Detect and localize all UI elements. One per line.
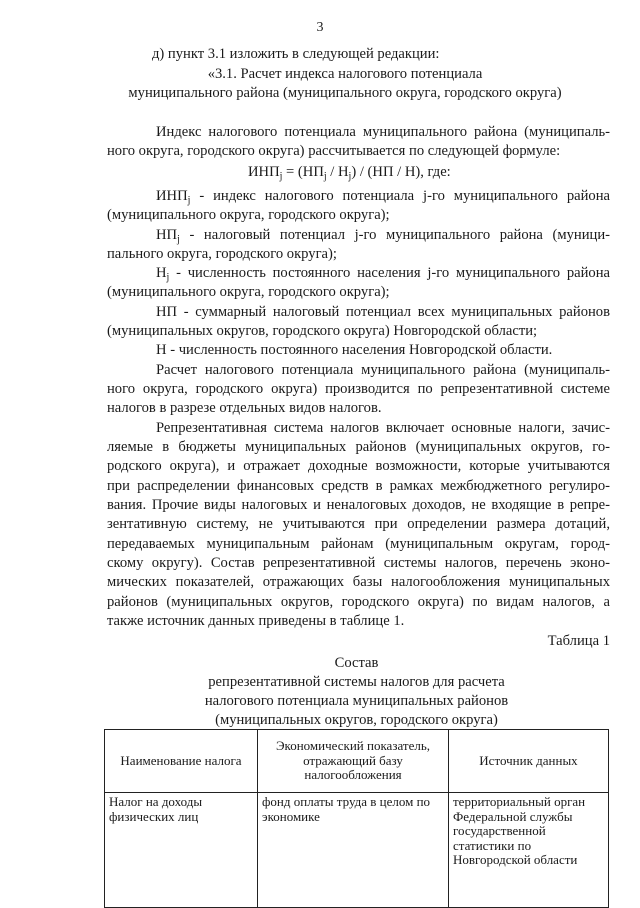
definition-sub-j: j bbox=[187, 195, 191, 206]
rep-paragraph-line-4: при распределении финансовых средств в рамках межбюджетного регулиро- bbox=[107, 478, 610, 494]
page-number: 3 bbox=[316, 20, 324, 35]
definition-inp-symbol: ИНП bbox=[156, 188, 188, 204]
cell-data-source: территориальный орган Федеральной службы государственной статистики по Новгородской области bbox=[449, 793, 609, 908]
intro-line-2: ного округа, городского округа) рассчитывается по следующей формуле: bbox=[107, 143, 561, 159]
definition-h-sum: Н - численность постоянного населения Новгородской области. bbox=[156, 342, 553, 358]
rep-paragraph-line-9: мических показателей, отражающих базы налогообложения муниципальных bbox=[107, 574, 610, 590]
definition-np-sum-line-1: НП - суммарный налоговый потенциал всех муниципальных районов bbox=[156, 304, 610, 320]
table-header-row bbox=[105, 730, 609, 793]
definition-inp-line-2: (муниципального округа, городского округа); bbox=[107, 207, 390, 223]
formula-sub-j: j bbox=[348, 171, 352, 182]
table-title-line-4: (муниципальных округов, городского округа) bbox=[215, 712, 498, 728]
rep-paragraph-line-2: ляемые в бюджеты муниципальных районов (муниципальных округов, го- bbox=[107, 439, 610, 455]
amendment-item-d: д) пункт 3.1 изложить в следующей редакции: bbox=[152, 46, 440, 62]
formula-part-a: = (НП bbox=[282, 164, 324, 180]
calc-paragraph-line-2: ного округа, городского округа) производится по репрезентативной системе bbox=[107, 381, 610, 397]
rep-paragraph-line-11: также источник данных приведены в таблице 1. bbox=[107, 613, 405, 629]
rep-paragraph-line-10: районов (муниципальных округов, городского округа) по видам налогов, а bbox=[107, 594, 610, 610]
definition-h-symbol: Н bbox=[156, 265, 167, 281]
definition-np-line-1 bbox=[156, 226, 610, 245]
formula-sub-j: j bbox=[323, 171, 327, 182]
definition-np-line-2: пального округа, городского округа); bbox=[107, 246, 337, 262]
calc-paragraph-line-3: налогов в разрезе отдельных видов налогов. bbox=[107, 400, 382, 416]
definition-sub-j: j bbox=[177, 234, 180, 245]
definition-inp-line-1 bbox=[156, 187, 610, 206]
rep-paragraph-line-1: Репрезентативная система налогов включает основные налоги, зачис- bbox=[156, 420, 610, 436]
column-header-data-source: Источник данных bbox=[449, 730, 609, 793]
table-row bbox=[105, 793, 609, 908]
rep-paragraph-line-7: передаваемых муниципальным районам (муниципальным округам, город- bbox=[107, 536, 610, 552]
section-title-line-1: «3.1. Расчет индекса налогового потенциала bbox=[207, 66, 483, 82]
table-title-line-2: репрезентативной системы налогов для расчета bbox=[208, 674, 505, 690]
table-label: Таблица 1 bbox=[547, 633, 610, 649]
definition-np-symbol: НП bbox=[156, 227, 178, 243]
formula bbox=[248, 163, 451, 182]
definition-np-sum-line-2: (муниципальных округов, городского округа) Новгородской области; bbox=[107, 323, 538, 339]
section-title-line-2: муниципального района (муниципального округа, городского округа) bbox=[128, 85, 562, 101]
rep-paragraph-line-6: зентативную систему, не учитываются при определении размера дотаций, bbox=[107, 516, 610, 532]
definition-np-text: - налоговый потенциал j-го муниципального района (муници- bbox=[179, 227, 610, 243]
rep-paragraph-line-8: скому округу). Состав репрезентативной системы налогов, перечень эконо- bbox=[107, 555, 610, 571]
formula-part-c: ) / (НП / Н), где: bbox=[351, 164, 451, 180]
column-header-economic-indicator: Экономический показатель, отражающий базу налогообложения bbox=[258, 730, 449, 793]
formula-part-b: / Н bbox=[326, 164, 349, 180]
column-header-tax-name: Наименование налога bbox=[105, 730, 258, 793]
definition-h-text: - численность постоянного населения j-го муниципального района bbox=[169, 265, 610, 281]
formula-sub-j: j bbox=[279, 171, 283, 182]
tax-system-table bbox=[104, 729, 609, 908]
formula-lhs: ИНП bbox=[248, 164, 280, 180]
definition-h-line-2: (муниципального округа, городского округа); bbox=[107, 284, 390, 300]
table-title-line-1: Состав bbox=[334, 655, 379, 671]
rep-paragraph-line-3: родского округа), и отражает доходные возможности, которые учитываются bbox=[107, 458, 610, 474]
cell-economic-indicator: фонд оплаты труда в целом по экономике bbox=[258, 793, 449, 908]
cell-tax-name: Налог на доходы физических лиц bbox=[105, 793, 258, 908]
definition-sub-j: j bbox=[166, 272, 170, 283]
calc-paragraph-line-1: Расчет налогового потенциала муниципального района (муниципаль- bbox=[156, 362, 610, 378]
table-title-line-3: налогового потенциала муниципальных районов bbox=[204, 693, 509, 709]
definition-inp-text: - индекс налогового потенциала j-го муниципального района bbox=[190, 188, 610, 204]
rep-paragraph-line-5: вания. Прочие виды налоговых и неналоговых доходов, не входящие в репре- bbox=[107, 497, 610, 513]
definition-h-line-1 bbox=[156, 264, 610, 283]
intro-line-1: Индекс налогового потенциала муниципального района (муниципаль- bbox=[156, 124, 610, 140]
